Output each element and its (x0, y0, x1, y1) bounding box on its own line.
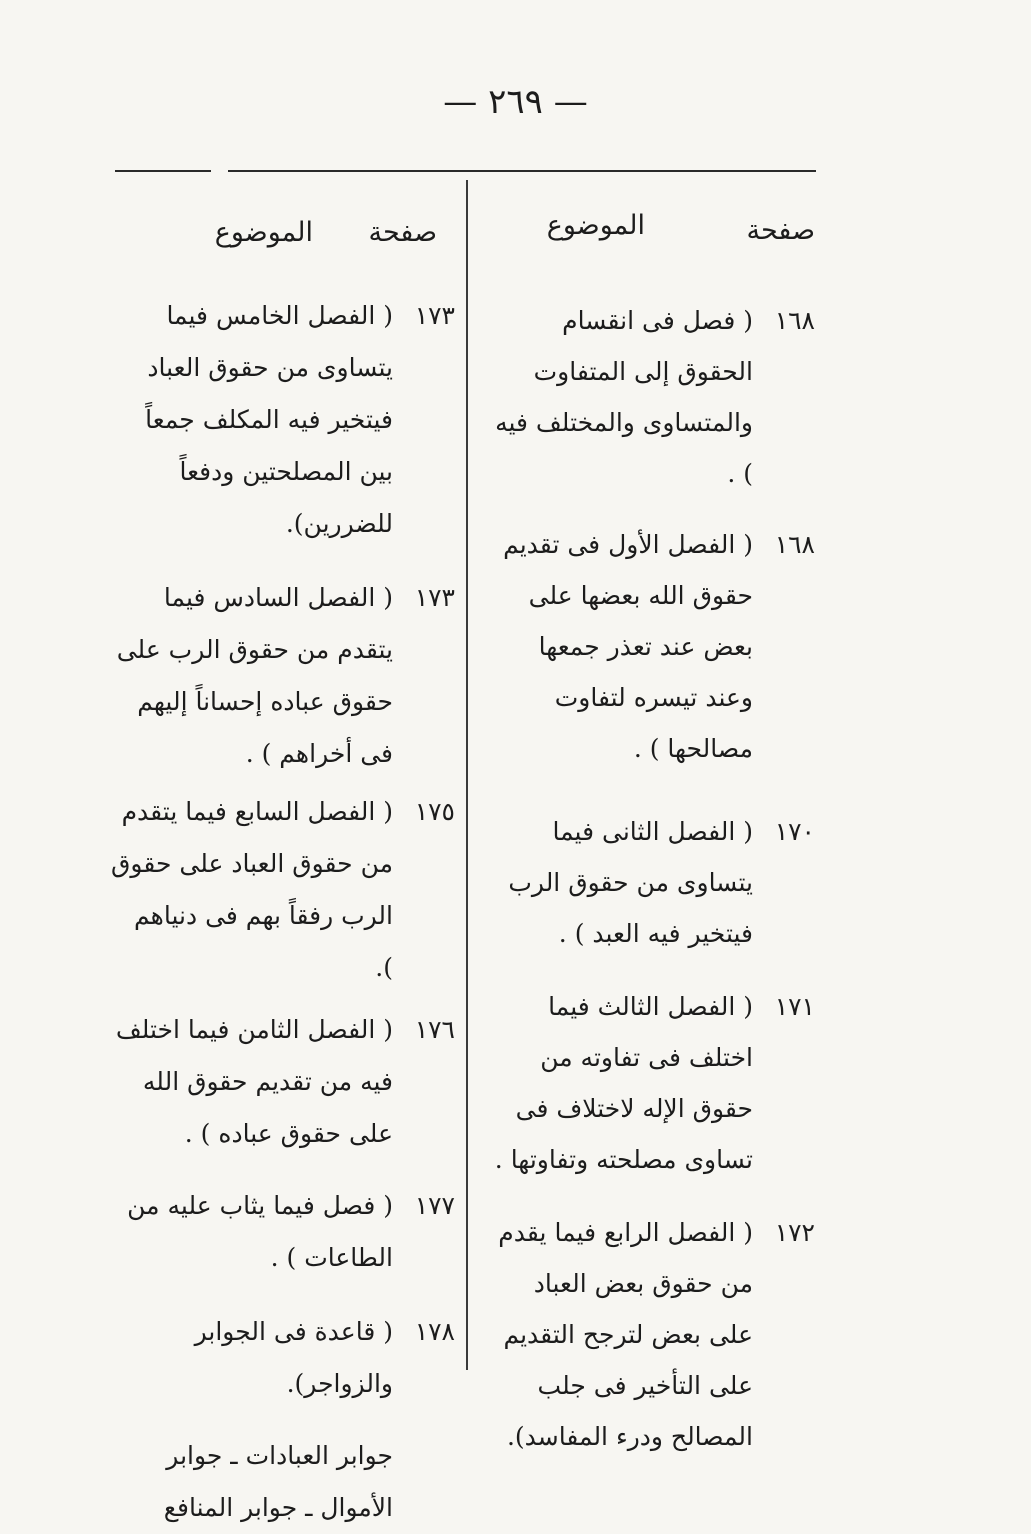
toc-entry (490, 519, 815, 774)
toc-entry (110, 786, 455, 994)
entry-page-number: ١٧٣ (414, 301, 455, 330)
header-rule-left (115, 170, 211, 172)
entry-title: ( الفصل السادس فيما يتقدم من حقوق الرب على حقوق عباده إحساناً إليهم فى أخراهم ) . (116, 583, 393, 768)
toc-entry (110, 290, 455, 550)
entry-page-number: ١٦٨ (774, 306, 815, 335)
entry-page-number: ١٧١ (774, 992, 815, 1021)
entry-page-number: ١٧٢ (774, 1218, 815, 1247)
entry-title: ( الفصل الأول فى تقديم حقوق الله بعضها على بعض عند تعذر جمعها وعند تيسره لتفاوت مصالحها ) . (503, 530, 753, 763)
entry-page-number: ١٧٧ (414, 1191, 455, 1220)
entry-continuation: جوابر العبادات ـ جوابر الأموال ـ جوابر المنافع (163, 1441, 393, 1522)
topic-label: الموضوع (214, 217, 313, 248)
left-column-header (110, 205, 455, 265)
entry-page-number: ١٧٥ (414, 797, 455, 826)
page-label: صفحة (746, 215, 815, 246)
entry-title: ( الفصل الخامس فيما يتساوى من حقوق العباد فيتخير فيه المكلف جمعاً بين المصلحتين ودفعاً للضررين). (145, 301, 393, 538)
column-divider (466, 180, 468, 1370)
toc-entry (110, 572, 455, 780)
toc-entry (490, 806, 815, 959)
entry-title: ( الفصل الثانى فيما يتساوى من حقوق الرب فيتخير فيه العبد ) . (508, 817, 753, 948)
topic-label: الموضوع (546, 210, 645, 241)
toc-entry (490, 1207, 815, 1462)
page-number: — ٢٦٩ — (443, 82, 588, 122)
toc-entry (110, 1306, 455, 1410)
right-column-header (490, 205, 815, 265)
entry-page-number: ١٧٨ (414, 1317, 455, 1346)
entry-title: ( الفصل الثالث فيما اختلف فى تفاوته من حقوق الإله لاختلاف فى تساوى مصلحته وتفاوتها . (494, 992, 753, 1174)
entry-title: ( قاعدة فى الجوابر والزواجر). (194, 1317, 393, 1398)
header-rule-right (228, 170, 816, 172)
entry-title: ( فصل فيما يثاب عليه من الطاعات ) . (127, 1191, 393, 1272)
entry-page-number: ١٦٨ (774, 530, 815, 559)
left-column (110, 205, 455, 1534)
entry-page-number: ١٧٠ (774, 817, 815, 846)
toc-entry (490, 295, 815, 499)
entry-page-number: ١٧٣ (414, 583, 455, 612)
right-column (490, 205, 815, 1462)
toc-entry (110, 1180, 455, 1284)
page-label: صفحة (368, 217, 437, 248)
entry-page-number: ١٧٦ (414, 1015, 455, 1044)
entry-title: ( الفصل الثامن فيما اختلف فيه من تقديم حقوق الله على حقوق عباده ) . (115, 1015, 393, 1148)
entry-title: ( الفصل السابع فيما يتقدم من حقوق العباد على حقوق الرب رفقاً بهم فى دنياهم ). (111, 797, 393, 982)
entry-title: ( الفصل الرابع فيما يقدم من حقوق بعض العباد على بعض لترجح التقديم على التأخير فى جلب المصالح ودرء المفاسد). (498, 1218, 753, 1451)
entry-title: ( فصل فى انقسام الحقوق إلى المتفاوت والمتساوى والمختلف فيه ) . (495, 306, 753, 488)
toc-entry (490, 981, 815, 1185)
toc-entry (110, 1004, 455, 1160)
